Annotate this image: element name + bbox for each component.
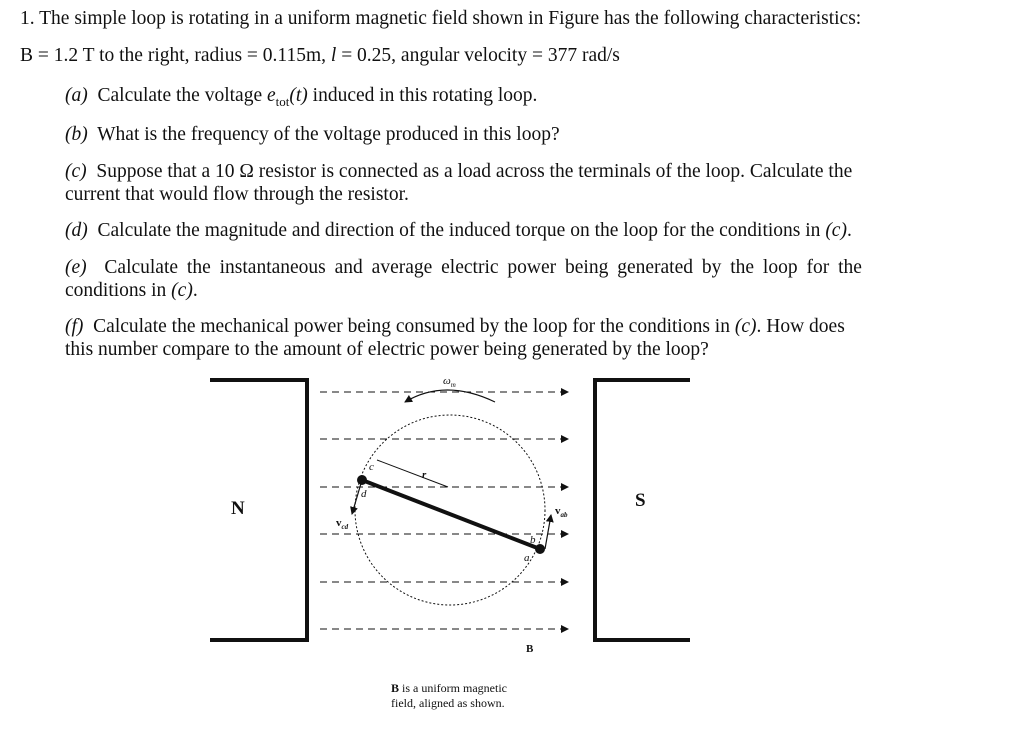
question-e-line2: conditions in (c). xyxy=(65,280,198,301)
velocity-ab-arrow xyxy=(545,515,551,549)
terminal-a-b-dot xyxy=(535,544,545,554)
question-c-line1: (c) Suppose that a 10 Ω resistor is connected as a load across the terminals of the loop. Calculate the xyxy=(65,161,853,182)
question-b: (b) What is the frequency of the voltage produced in this loop? xyxy=(65,124,560,145)
loop-conductor xyxy=(362,480,540,549)
corner-a-label: a xyxy=(524,552,530,564)
question-e-line1: (e) Calculate the instantaneous and average electric power being generated by the loop for the xyxy=(65,257,862,278)
corner-d-label: d xyxy=(361,488,367,500)
north-label: N xyxy=(231,498,245,519)
question-f-line1: (f) Calculate the mechanical power being consumed by the loop for the conditions in (c). How does xyxy=(65,316,845,337)
field-b-label: B xyxy=(526,643,534,655)
rotation-path-circle xyxy=(355,415,545,605)
figure-caption-line2: field, aligned as shown. xyxy=(391,696,505,710)
north-pole-piece xyxy=(210,380,307,640)
figure-caption-line1: B is a uniform magnetic xyxy=(391,681,507,695)
problem-title: 1. The simple loop is rotating in a uniform magnetic field shown in Figure has the following characteristics: xyxy=(20,8,862,29)
question-a: (a) Calculate the voltage $e_{tot}(t)$ induced in this rotating loop. xyxy=(65,85,538,109)
question-d: (d) Calculate the magnitude and direction of the induced torque on the loop for the conditions in (c). xyxy=(65,220,852,241)
question-c-line2: current that would flow through the resistor. xyxy=(65,184,409,205)
velocity-ab-label: $v_{ab}$ xyxy=(555,505,568,519)
velocity-cd-label: $v_{cd}$ xyxy=(336,517,349,531)
radius-line xyxy=(377,460,448,487)
question-f-line2: this number compare to the amount of electric power being generated by the loop? xyxy=(65,339,709,360)
corner-c-label: c xyxy=(369,461,374,473)
corner-b-label: b xyxy=(530,534,536,546)
south-label: S xyxy=(635,490,646,511)
problem-parameters: B = 1.2 T to the right, radius = 0.115m, l = 0.25, angular velocity = 377 rad/s xyxy=(20,45,620,66)
radius-label: r xyxy=(422,469,427,481)
omega-label: $\omega_m$ xyxy=(443,375,456,389)
